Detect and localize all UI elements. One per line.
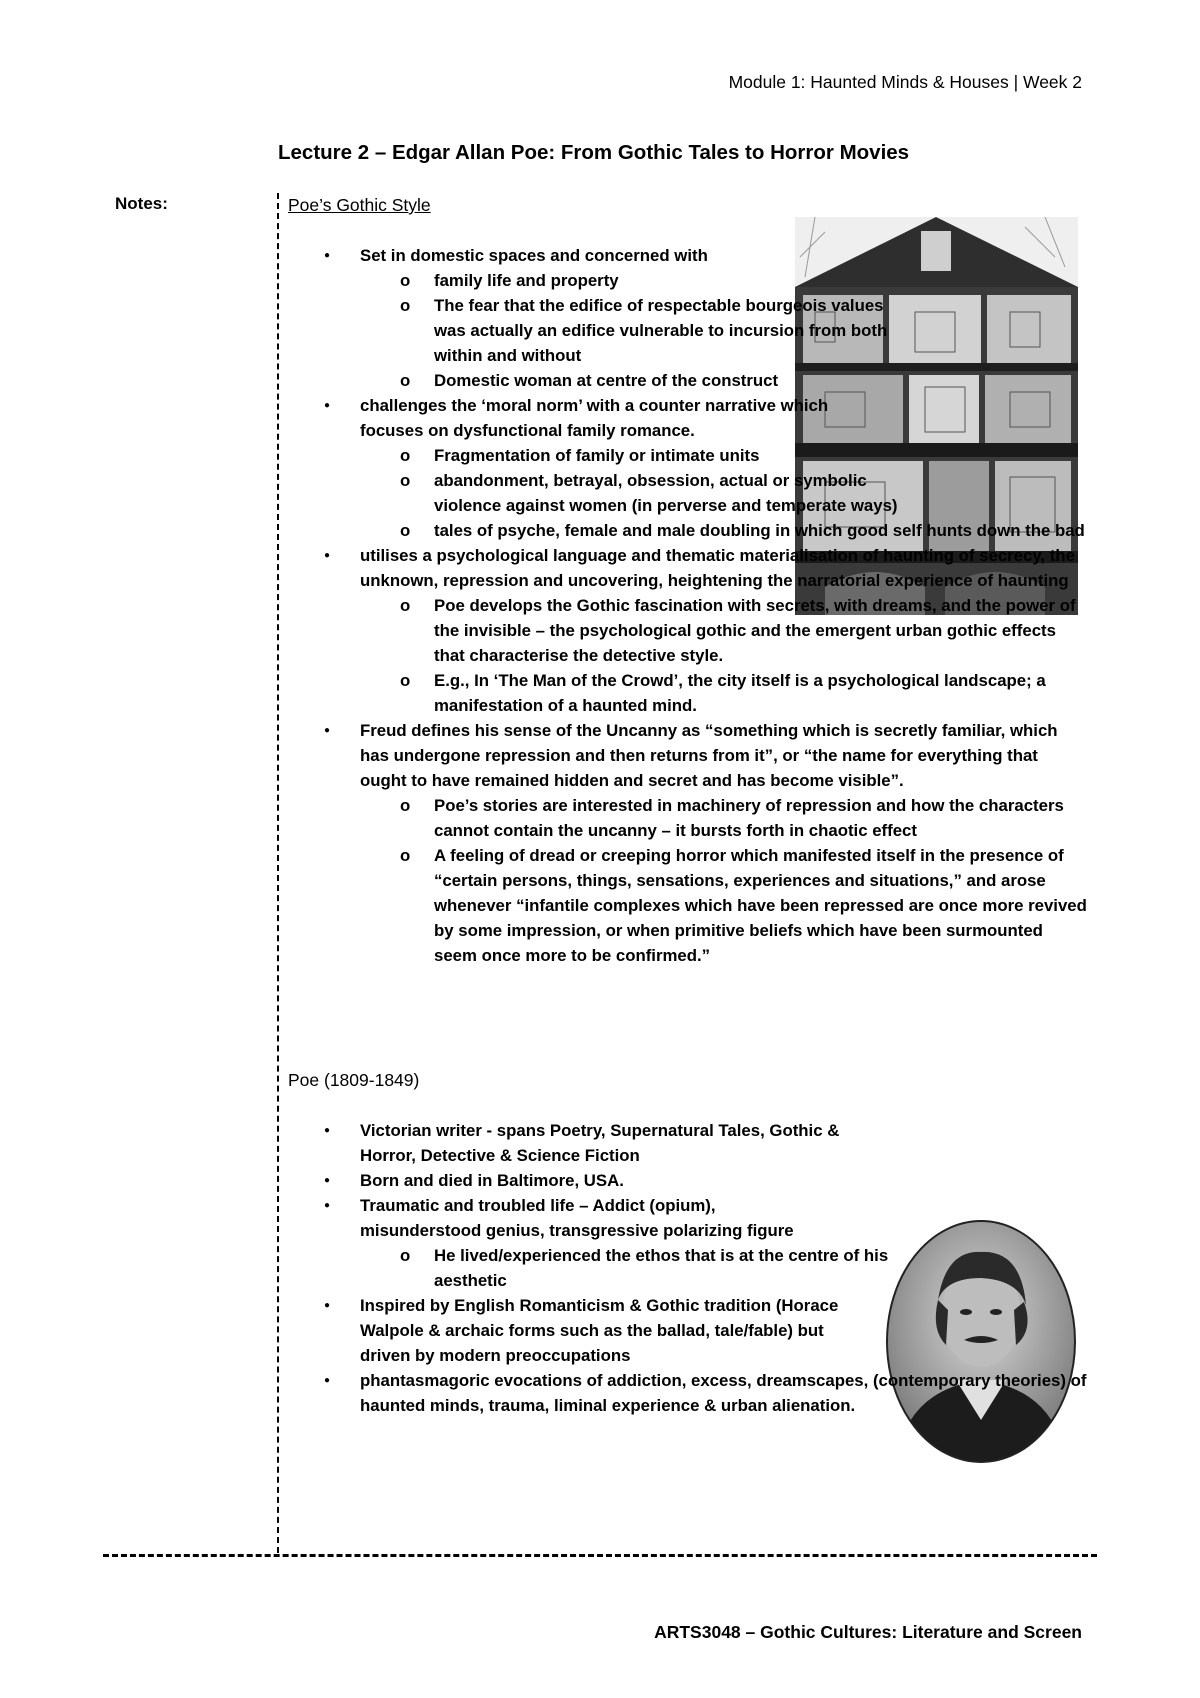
sub-list-item: o E.g., In ‘The Man of the Crowd’, the city itself is a psychological landscape; a manifestation of a haunted mind. bbox=[288, 668, 1088, 718]
lecture-title: Lecture 2 – Edgar Allan Poe: From Gothic Tales to Horror Movies bbox=[278, 141, 910, 164]
sub-list-item: o The fear that the edifice of respectable bourgeois values was actually an edifice vulnerable to incursion from both within and without bbox=[288, 293, 904, 368]
notes-column-divider bbox=[277, 193, 279, 1553]
list-item: ● challenges the ‘moral norm’ with a counter narrative which focuses on dysfunctional family romance. bbox=[288, 393, 830, 443]
gothic-style-list bbox=[288, 243, 1088, 968]
sub-bullet-glyph: o bbox=[400, 371, 411, 390]
poe-bio-list bbox=[288, 1118, 1088, 1418]
notes-label: Notes: bbox=[115, 194, 168, 213]
list-item: ● Freud defines his sense of the Uncanny as “something which is secretly familiar, which has undergone repression and then returns from it”, or “the name for everything that ought to have remained hidden and secret and has become visible”. bbox=[288, 718, 1088, 793]
list-item: ● phantasmagoric evocations of addiction, excess, dreamscapes, (contemporary theories) of haunted minds, trauma, liminal experience & urban alienation. bbox=[288, 1368, 1088, 1418]
sub-list-item: o Poe develops the Gothic fascination with secrets, with dreams, and the power of the invisible – the psychological gothic and the emergent urban gothic effects that characterise the detective style. bbox=[288, 593, 1088, 668]
sub-bullet-glyph: o bbox=[400, 446, 411, 465]
page-footer: ARTS3048 – Gothic Cultures: Literature and Screen bbox=[654, 1622, 1082, 1642]
sub-list-item: o A feeling of dread or creeping horror which manifested itself in the presence of “certain persons, things, sensations, experiences and situations,” and arose whenever “infantile complexes which have been repressed are once more revived by some impression, or when primitive beliefs which have been surmounted seem once more to be confirmed.” bbox=[288, 843, 1088, 968]
page-header: Module 1: Haunted Minds & Houses | Week 2 bbox=[728, 72, 1082, 92]
section-heading-poe-bio: Poe (1809-1849) bbox=[288, 1070, 420, 1090]
notes-content bbox=[288, 193, 1088, 1418]
sub-bullet-glyph: o bbox=[400, 1246, 411, 1265]
sub-bullet-glyph: o bbox=[400, 296, 411, 315]
section-heading-gothic-style: Poe’s Gothic Style bbox=[288, 195, 431, 215]
sub-list-item: o abandonment, betrayal, obsession, actual or symbolic violence against women (in perverse and temperate ways) bbox=[288, 468, 904, 518]
sub-list-item: o Poe’s stories are interested in machinery of repression and how the characters cannot contain the uncanny – it bursts forth in chaotic effect bbox=[288, 793, 1088, 843]
list-item: ● Set in domestic spaces and concerned with bbox=[288, 243, 830, 268]
sub-bullet-glyph: o bbox=[400, 271, 411, 290]
sub-bullet-glyph: o bbox=[400, 846, 411, 865]
sub-list-item: o He lived/experienced the ethos that is at the centre of his aesthetic bbox=[288, 1243, 914, 1293]
list-item: ● Born and died in Baltimore, USA. bbox=[288, 1168, 840, 1193]
sub-bullet-glyph: o bbox=[400, 596, 411, 615]
sub-bullet-glyph: o bbox=[400, 671, 411, 690]
sub-bullet-glyph: o bbox=[400, 471, 411, 490]
sub-list-item: o tales of psyche, female and male doubling in which good self hunts down the bad bbox=[288, 518, 1088, 543]
sub-list-item: o Domestic woman at centre of the construct bbox=[288, 368, 904, 393]
list-item: ● Traumatic and troubled life – Addict (opium), misunderstood genius, transgressive polarizing figure bbox=[288, 1193, 840, 1243]
notes-bottom-divider bbox=[103, 1554, 1097, 1557]
list-item: ● Inspired by English Romanticism & Gothic tradition (Horace Walpole & archaic forms such as the ballad, tale/fable) but driven by modern preoccupations bbox=[288, 1293, 840, 1368]
sub-list-item: o family life and property bbox=[288, 268, 904, 293]
list-item: ● utilises a psychological language and thematic materialisation of haunting of secrecy, the unknown, repression and uncovering, heightening the narratorial experience of haunting bbox=[288, 543, 1088, 593]
sub-list-item: o Fragmentation of family or intimate units bbox=[288, 443, 904, 468]
sub-bullet-glyph: o bbox=[400, 521, 411, 540]
list-item: ● Victorian writer - spans Poetry, Supernatural Tales, Gothic & Horror, Detective & Science Fiction bbox=[288, 1118, 840, 1168]
sub-bullet-glyph: o bbox=[400, 796, 411, 815]
